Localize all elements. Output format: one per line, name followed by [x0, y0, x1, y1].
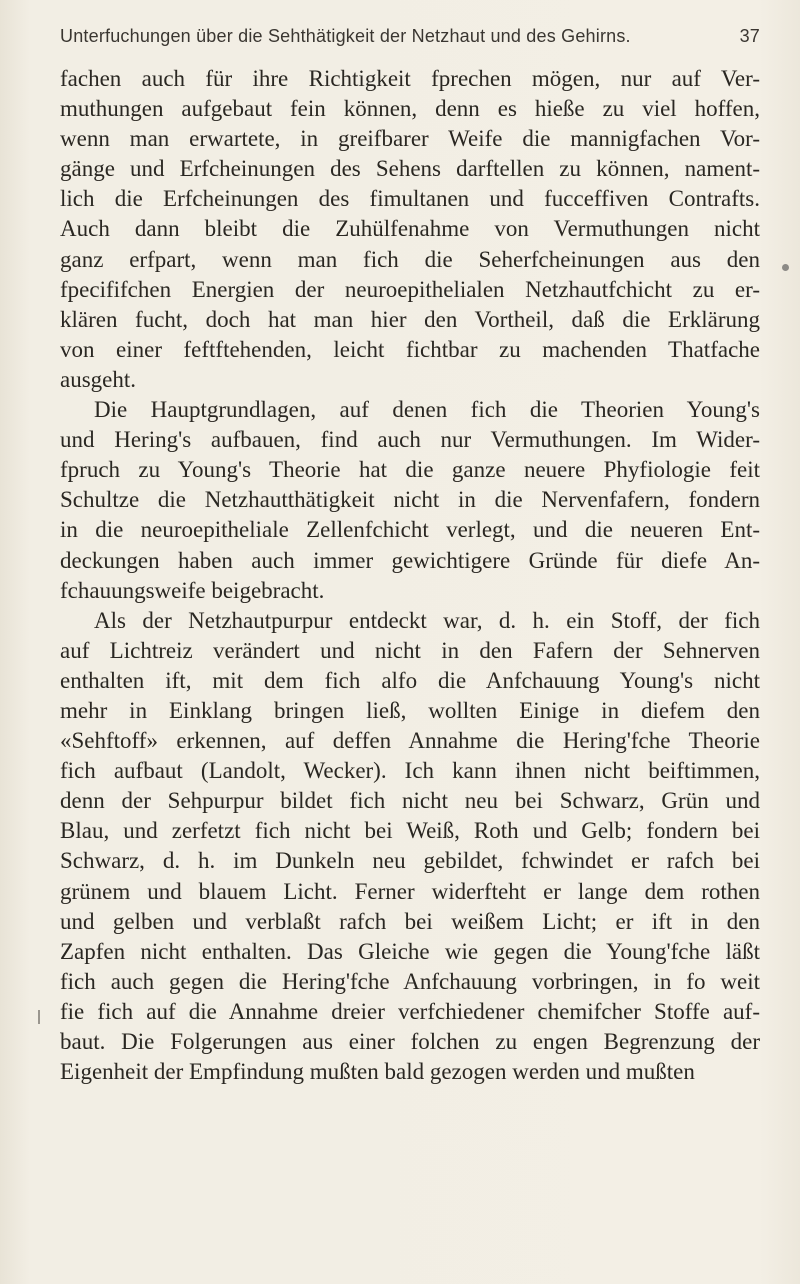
body-text — [60, 64, 760, 1087]
margin-mark — [38, 1010, 40, 1024]
text-line: baut. Die Folgerungen aus einer folchen zu engen Begrenzung der — [60, 1029, 760, 1054]
text-line: denn der Sehpurpur bildet fich nicht neu bei Schwarz, Grün und — [60, 788, 760, 814]
margin-spot — [782, 264, 789, 271]
running-head-title: Unterfuchungen über die Sehthätigkeit der Netzhaut und des Gehirns. — [60, 26, 631, 46]
text-line: fchauungsweife beigebracht. — [60, 577, 325, 603]
text-line: deckungen haben auch immer gewichtigere Gründe für diefe An- — [60, 547, 760, 573]
text-line: muthungen aufgebaut fein können, denn es hieße zu viel hoffen, — [60, 96, 760, 122]
text-line: Schwarz, d. h. im Dunkeln neu gebildet, fchwindet er rafch bei — [60, 848, 760, 874]
text-line: und gelben und verblaßt rafch bei weißem Licht; er ift in den — [60, 908, 760, 934]
text-line: Als der Netzhautpurpur entdeckt war, d. h. ein Stoff, der fich — [94, 607, 760, 633]
text-line: enthalten ift, mit dem fich alfo die Anfchauung Young's nicht — [60, 667, 760, 693]
text-line: klären fucht, doch hat man hier den Vortheil, daß die Erklärung — [60, 306, 760, 332]
text-line: und Hering's aufbauen, find auch nur Vermuthungen. Im Wider- — [60, 427, 760, 453]
text-line: Blau, und zerfetzt fich nicht bei Weiß, Roth und Gelb; fondern bei — [60, 818, 760, 844]
text-line: Schultze die Netzhautthätigkeit nicht in die Nervenfafern, fondern — [60, 487, 760, 513]
text-line: fie fich auf die Annahme dreier verfchiedener chemifcher Stoffe auf- — [60, 998, 760, 1024]
text-line: fachen auch für ihre Richtigkeit fprechen mögen, nur auf Ver- — [60, 66, 760, 91]
text-line: in die neuroepitheliale Zellenfchicht verlegt, und die neueren Ent- — [60, 517, 760, 543]
text-line: wenn man erwartete, in greifbarer Weife die mannigfachen Vor- — [60, 126, 760, 152]
running-head — [60, 26, 760, 54]
text-line: Auch dann bleibt die Zuhülfenahme von Vermuthungen nicht — [60, 216, 760, 242]
text-line: gänge und Erfcheinungen des Sehens darftellen zu können, nament- — [60, 156, 760, 182]
text-line: Eigenheit der Empfindung mußten bald gezogen werden und mußten — [60, 1059, 695, 1085]
text-line: lich die Erfcheinungen des fimultanen und fucceffiven Contrafts. — [60, 186, 760, 212]
text-line: Die Hauptgrundlagen, auf denen fich die Theorien Young's — [94, 397, 760, 423]
text-line: ganz erfpart, wenn man fich die Seherfcheinungen aus den — [60, 246, 760, 272]
text-line: «Sehftoff» erkennen, auf deffen Annahme die Hering'fche Theorie — [60, 728, 760, 754]
text-line: fich auch gegen die Hering'fche Anfchauung vorbringen, in fo weit — [60, 968, 760, 994]
text-line: auf Lichtreiz verändert und nicht in den Fafern der Sehnerven — [60, 637, 760, 663]
text-line: Zapfen nicht enthalten. Das Gleiche wie gegen die Young'fche läßt — [60, 938, 760, 964]
text-line: fpruch zu Young's Theorie hat die ganze neuere Phyfiologie feit — [60, 457, 760, 483]
text-line: grünem und blauem Licht. Ferner widerfteht er lange dem rothen — [60, 878, 760, 904]
text-line: mehr in Einklang bringen ließ, wollten Einige in diefem den — [60, 697, 760, 723]
text-line: fich aufbaut (Landolt, Wecker). Ich kann ihnen nicht beiftimmen, — [60, 758, 760, 784]
page-number: 37 — [739, 26, 760, 46]
text-line: von einer feftftehenden, leicht fichtbar zu machenden Thatfache — [60, 336, 760, 362]
text-line: ausgeht. — [60, 366, 137, 392]
text-line: fpecififchen Energien der neuroepithelialen Netzhautfchicht zu er- — [60, 276, 760, 302]
